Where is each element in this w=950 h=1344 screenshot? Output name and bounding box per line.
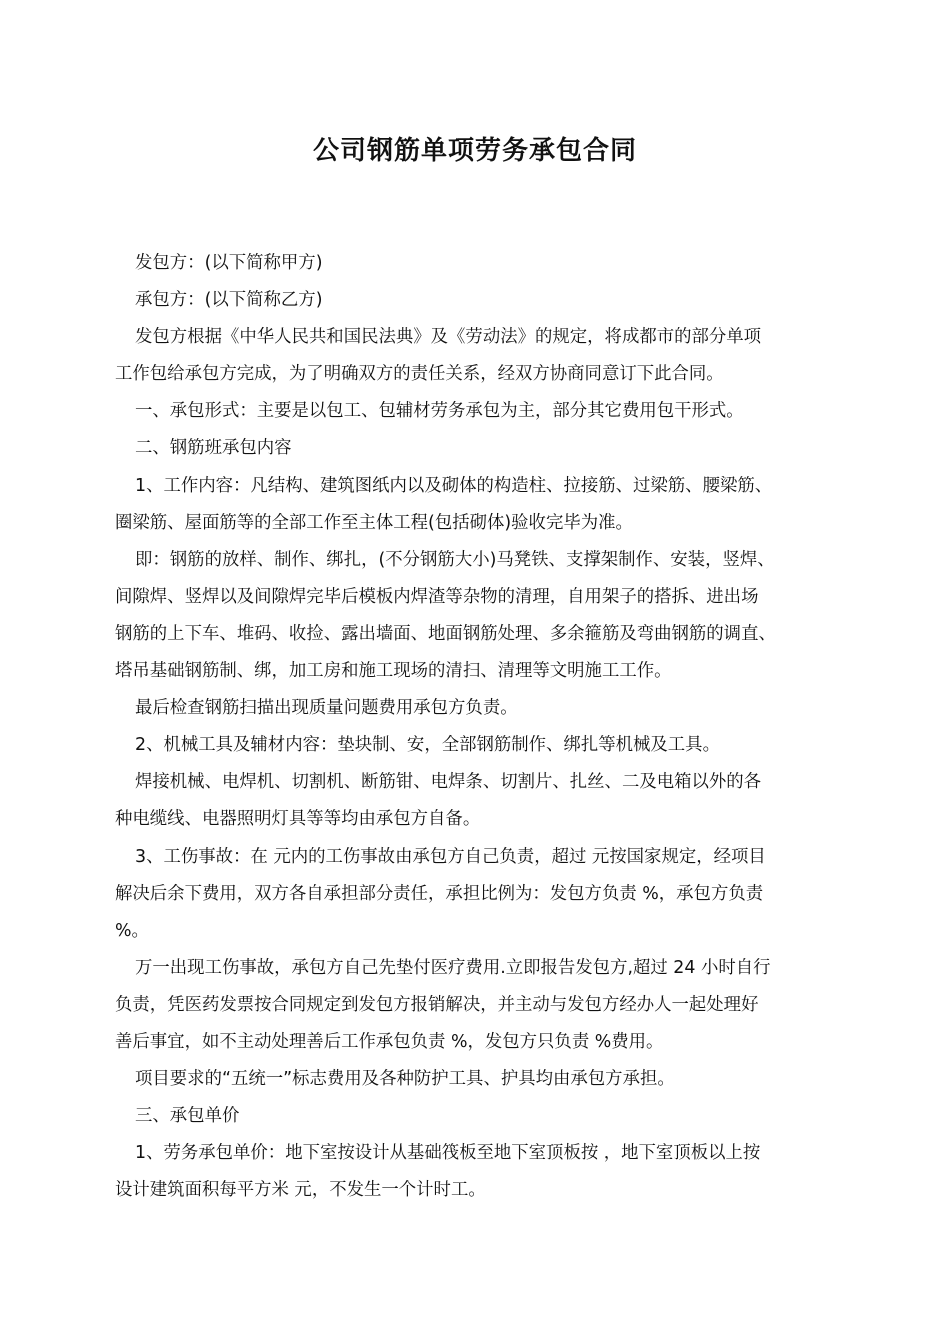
contract-line: 项目要求的“五统一”标志费用及各种防护工具、护具均由承包方承担。 bbox=[135, 1069, 675, 1090]
contract-line: 1、工作内容：凡结构、建筑图纸内以及砌体的构造柱、拉接筋、过梁筋、腰梁筋、 bbox=[135, 475, 773, 496]
contract-line: 焊接机械、电焊机、切割机、断筋钳、电焊条、切割片、扎丝、二及电箱以外的各 bbox=[135, 772, 762, 793]
contract-line: %。 bbox=[115, 920, 149, 941]
contract-line: 1、劳务承包单价：地下室按设计从基础筏板至地下室顶板按 ，地下室顶板以上按 bbox=[135, 1143, 761, 1164]
contract-line: 善后事宜，如不主动处理善后工作承包负责 %，发包方只负责 %费用。 bbox=[115, 1031, 664, 1052]
contract-line: 二、钢筋班承包内容 bbox=[135, 438, 292, 459]
contract-line: 解决后余下费用，双方各自承担部分责任，承担比例为：发包方负责 %，承包方负责 bbox=[115, 883, 764, 904]
contract-line: 即：钢筋的放样、制作、绑扎，(不分钢筋大小)马凳铁、支撑架制作、安装，竖焊、 bbox=[135, 549, 775, 570]
contract-line: 圈梁筋、屋面筋等的全部工作至主体工程(包括砌体)验收完毕为准。 bbox=[115, 512, 633, 533]
contract-line: 三、承包单价 bbox=[135, 1106, 240, 1127]
contract-line: 一、承包形式：主要是以包工、包辅材劳务承包为主，部分其它费用包干形式。 bbox=[135, 401, 744, 422]
document-title: 公司钢筋单项劳务承包合同 bbox=[312, 136, 637, 166]
contract-line: 发包方根据《中华人民共和国民法典》及《劳动法》的规定，将成都市的部分单项 bbox=[135, 327, 762, 348]
contract-body bbox=[115, 245, 840, 1209]
contract-line: 3、工伤事故：在 元内的工伤事故由承包方自己负责，超过 元按国家规定，经项目 bbox=[135, 846, 766, 867]
contract-line: 承包方：(以下简称乙方) bbox=[135, 290, 323, 311]
contract-line: 万一出现工伤事故，承包方自己先垫付医疗费用.立即报告发包方,超过 24 小时自行 bbox=[135, 957, 771, 978]
contract-line: 钢筋的上下车、堆码、收捡、露出墙面、地面钢筋处理、多余箍筋及弯曲钢筋的调直、 bbox=[115, 623, 776, 644]
contract-line: 最后检查钢筋扫描出现质量问题费用承包方负责。 bbox=[135, 698, 518, 719]
contract-line: 间隙焊、竖焊以及间隙焊完毕后模板内焊渣等杂物的清理，自用架子的搭拆、进出场 bbox=[115, 586, 759, 607]
contract-line: 负责，凭医药发票按合同规定到发包方报销解决，并主动与发包方经办人一起处理好 bbox=[115, 994, 759, 1015]
contract-line: 设计建筑面积每平方米 元，不发生一个计时工。 bbox=[115, 1180, 486, 1201]
contract-line: 工作包给承包方完成，为了明确双方的责任关系，经双方协商同意订下此合同。 bbox=[115, 364, 724, 385]
contract-line: 塔吊基础钢筋制、绑，加工房和施工现场的清扫、清理等文明施工工作。 bbox=[115, 661, 672, 682]
contract-line: 2、机械工具及辅材内容：垫块制、安，全部钢筋制作、绑扎等机械及工具。 bbox=[135, 735, 720, 756]
contract-line: 种电缆线、电器照明灯具等等均由承包方自备。 bbox=[115, 809, 481, 830]
contract-line: 发包方：(以下简称甲方) bbox=[135, 253, 323, 273]
